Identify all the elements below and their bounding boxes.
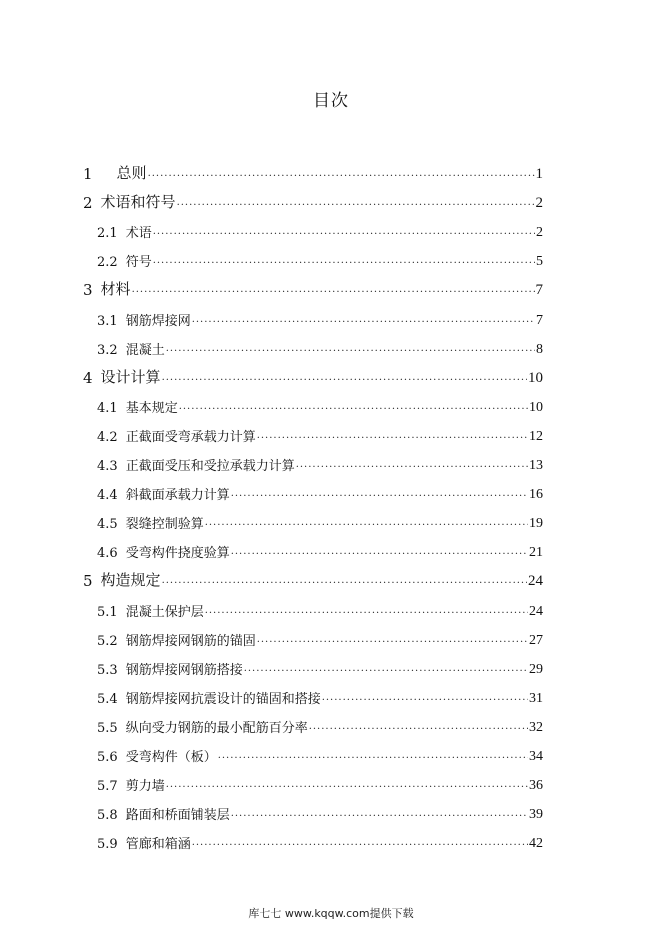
toc-entry-page-number: 10 [529, 399, 543, 415]
toc-entry[interactable] [97, 387, 543, 416]
dot-leader [231, 489, 528, 499]
toc-entry[interactable] [83, 358, 543, 387]
toc-entry[interactable] [97, 591, 543, 620]
toc-entry-title: 受弯构件（板） [125, 750, 217, 765]
toc-entry-page-number: 12 [529, 428, 543, 444]
toc-entry-title: 正截面受弯承载力计算 [125, 429, 256, 445]
dot-leader [257, 635, 528, 645]
toc-entry[interactable] [97, 300, 543, 329]
dot-leader [162, 373, 527, 383]
toc-entry-title: 钢筋焊接网 [125, 313, 191, 329]
dot-leader [309, 722, 528, 732]
toc-entry-number: 5.9 [97, 837, 118, 853]
toc-entry-title: 混凝土保护层 [125, 604, 204, 620]
toc-entry[interactable] [97, 678, 543, 707]
toc-entry[interactable] [97, 736, 543, 765]
toc-entry-number: 5 [83, 572, 93, 591]
toc-entry-page-number: 34 [529, 749, 543, 764]
toc-entry[interactable] [83, 183, 543, 212]
toc-entry-title: 钢筋焊接网钢筋搭接 [125, 662, 243, 678]
toc-entry-title: 裂缝控制验算 [125, 517, 204, 533]
dot-leader [177, 198, 535, 208]
toc-entry-page-number: 13 [529, 458, 543, 473]
toc-entry-title: 正截面受压和受拉承载力计算 [125, 459, 295, 474]
toc-entry-page-number: 7 [535, 282, 543, 299]
toc-entry[interactable] [97, 823, 543, 852]
dot-leader [153, 256, 535, 266]
dot-leader [322, 693, 528, 703]
toc-entry-title: 混凝土 [125, 342, 165, 358]
toc-entry-number: 5.5 [97, 720, 118, 736]
toc-entry-page-number: 2 [535, 195, 543, 212]
toc-entry-number: 4.5 [97, 517, 118, 533]
dot-leader [205, 518, 528, 528]
toc-entry-number: 3.2 [97, 342, 118, 358]
page-title: 目次 [313, 91, 349, 111]
toc-entry-page-number: 1 [535, 166, 543, 182]
toc-entry-page-number: 24 [529, 603, 543, 619]
toc-entry-title: 剪力墙 [125, 779, 165, 795]
dot-leader [153, 227, 535, 237]
toc-entry-title: 基本规定 [125, 400, 178, 416]
dot-leader [166, 344, 535, 354]
toc-entry-number: 5.6 [97, 750, 118, 765]
toc-entry-number: 5.8 [97, 808, 118, 824]
toc-entry-page-number: 24 [528, 573, 543, 590]
toc-entry-title: 术语和符号 [100, 193, 176, 212]
toc-entry-page-number: 42 [529, 836, 543, 852]
toc-entry[interactable] [97, 503, 543, 532]
toc-entry-title: 管廊和箱涵 [125, 837, 191, 853]
toc-entry-title: 钢筋焊接网钢筋的锚固 [125, 633, 256, 649]
dot-leader [257, 431, 528, 441]
dot-leader [231, 547, 528, 557]
toc-entry-number: 3.1 [97, 313, 118, 329]
footer-download-note: 库七七 www.kqqw.com提供下载 [248, 907, 414, 920]
toc-entry[interactable] [97, 620, 543, 649]
dot-leader [148, 169, 535, 179]
toc-entry[interactable] [83, 270, 543, 299]
toc-entry-title: 构造规定 [100, 571, 161, 590]
toc-entry-page-number: 8 [536, 341, 543, 357]
toc-entry-number: 4.4 [97, 488, 118, 504]
toc-entry[interactable] [97, 707, 543, 736]
toc-entry-number: 4.6 [97, 546, 118, 562]
toc-entry-title: 设计计算 [100, 367, 161, 386]
toc-entry-title: 符号 [125, 255, 152, 271]
toc-entry[interactable] [97, 241, 543, 270]
toc-entry-title: 路面和桥面铺装层 [125, 808, 230, 824]
toc-entry-number: 4.3 [97, 459, 118, 474]
dot-leader [218, 751, 528, 761]
toc-entry-page-number: 27 [529, 632, 543, 648]
toc-entry[interactable] [97, 416, 543, 445]
toc-entry-page-number: 2 [536, 225, 543, 241]
toc-entry-title: 术语 [125, 226, 152, 242]
toc-entry-page-number: 10 [528, 369, 543, 386]
toc-entry-page-number: 21 [529, 545, 543, 561]
toc-entry-title: 受弯构件挠度验算 [125, 546, 230, 562]
toc-entry-number: 5.1 [97, 604, 118, 620]
dot-leader [192, 315, 535, 325]
toc-entry-title: 钢筋焊接网抗震设计的锚固和搭接 [125, 691, 321, 707]
dot-leader [166, 780, 528, 790]
toc-entry-number: 3 [83, 281, 93, 300]
toc-entry-page-number: 7 [536, 312, 543, 328]
toc-entry[interactable] [97, 532, 543, 561]
dot-leader [244, 664, 528, 674]
dot-leader [162, 576, 527, 586]
toc-entry-number: 5.2 [97, 633, 118, 649]
toc-entry-page-number: 29 [529, 661, 543, 677]
toc-entry-number: 2.2 [97, 255, 118, 271]
toc-entry-page-number: 31 [529, 690, 543, 706]
toc-entry-number: 4.1 [97, 400, 118, 416]
toc-entry-number: 1 [83, 165, 93, 183]
toc-entry[interactable] [97, 765, 543, 794]
toc-entry[interactable] [97, 329, 543, 358]
toc-entry[interactable] [97, 794, 543, 823]
toc-entry[interactable] [97, 212, 543, 241]
toc-entry[interactable] [97, 445, 543, 474]
toc-entry[interactable] [97, 649, 543, 678]
toc-entry-page-number: 32 [529, 719, 543, 735]
toc-entry[interactable] [83, 154, 543, 183]
toc-entry-page-number: 16 [529, 487, 543, 503]
toc-entry-number: 2.1 [97, 226, 118, 242]
dot-leader [205, 606, 528, 616]
toc-entry-page-number: 39 [529, 807, 543, 823]
toc-entry-page-number: 5 [536, 254, 543, 270]
toc-entry-number: 5.4 [97, 691, 118, 707]
toc-entry-title: 斜截面承载力计算 [125, 488, 230, 504]
toc-entry-number: 2 [83, 194, 93, 213]
toc-entry[interactable] [83, 561, 543, 590]
toc-entry-title: 纵向受力钢筋的最小配筋百分率 [125, 720, 308, 736]
toc-entry-title: 总则 [116, 164, 147, 182]
toc-entry-page-number: 36 [529, 778, 543, 794]
dot-leader [192, 838, 528, 848]
toc-entry-number: 5.7 [97, 779, 118, 795]
dot-leader [132, 285, 535, 295]
toc-entry[interactable] [97, 474, 543, 503]
toc-entry-title: 材料 [100, 280, 131, 299]
toc-entry-page-number: 19 [529, 516, 543, 532]
toc-entry-number: 5.3 [97, 662, 118, 678]
dot-leader [179, 402, 528, 412]
dot-leader [231, 809, 528, 819]
dot-leader [296, 460, 528, 470]
toc-entry-number: 4.2 [97, 429, 118, 445]
toc-entry-number: 4 [83, 368, 93, 387]
